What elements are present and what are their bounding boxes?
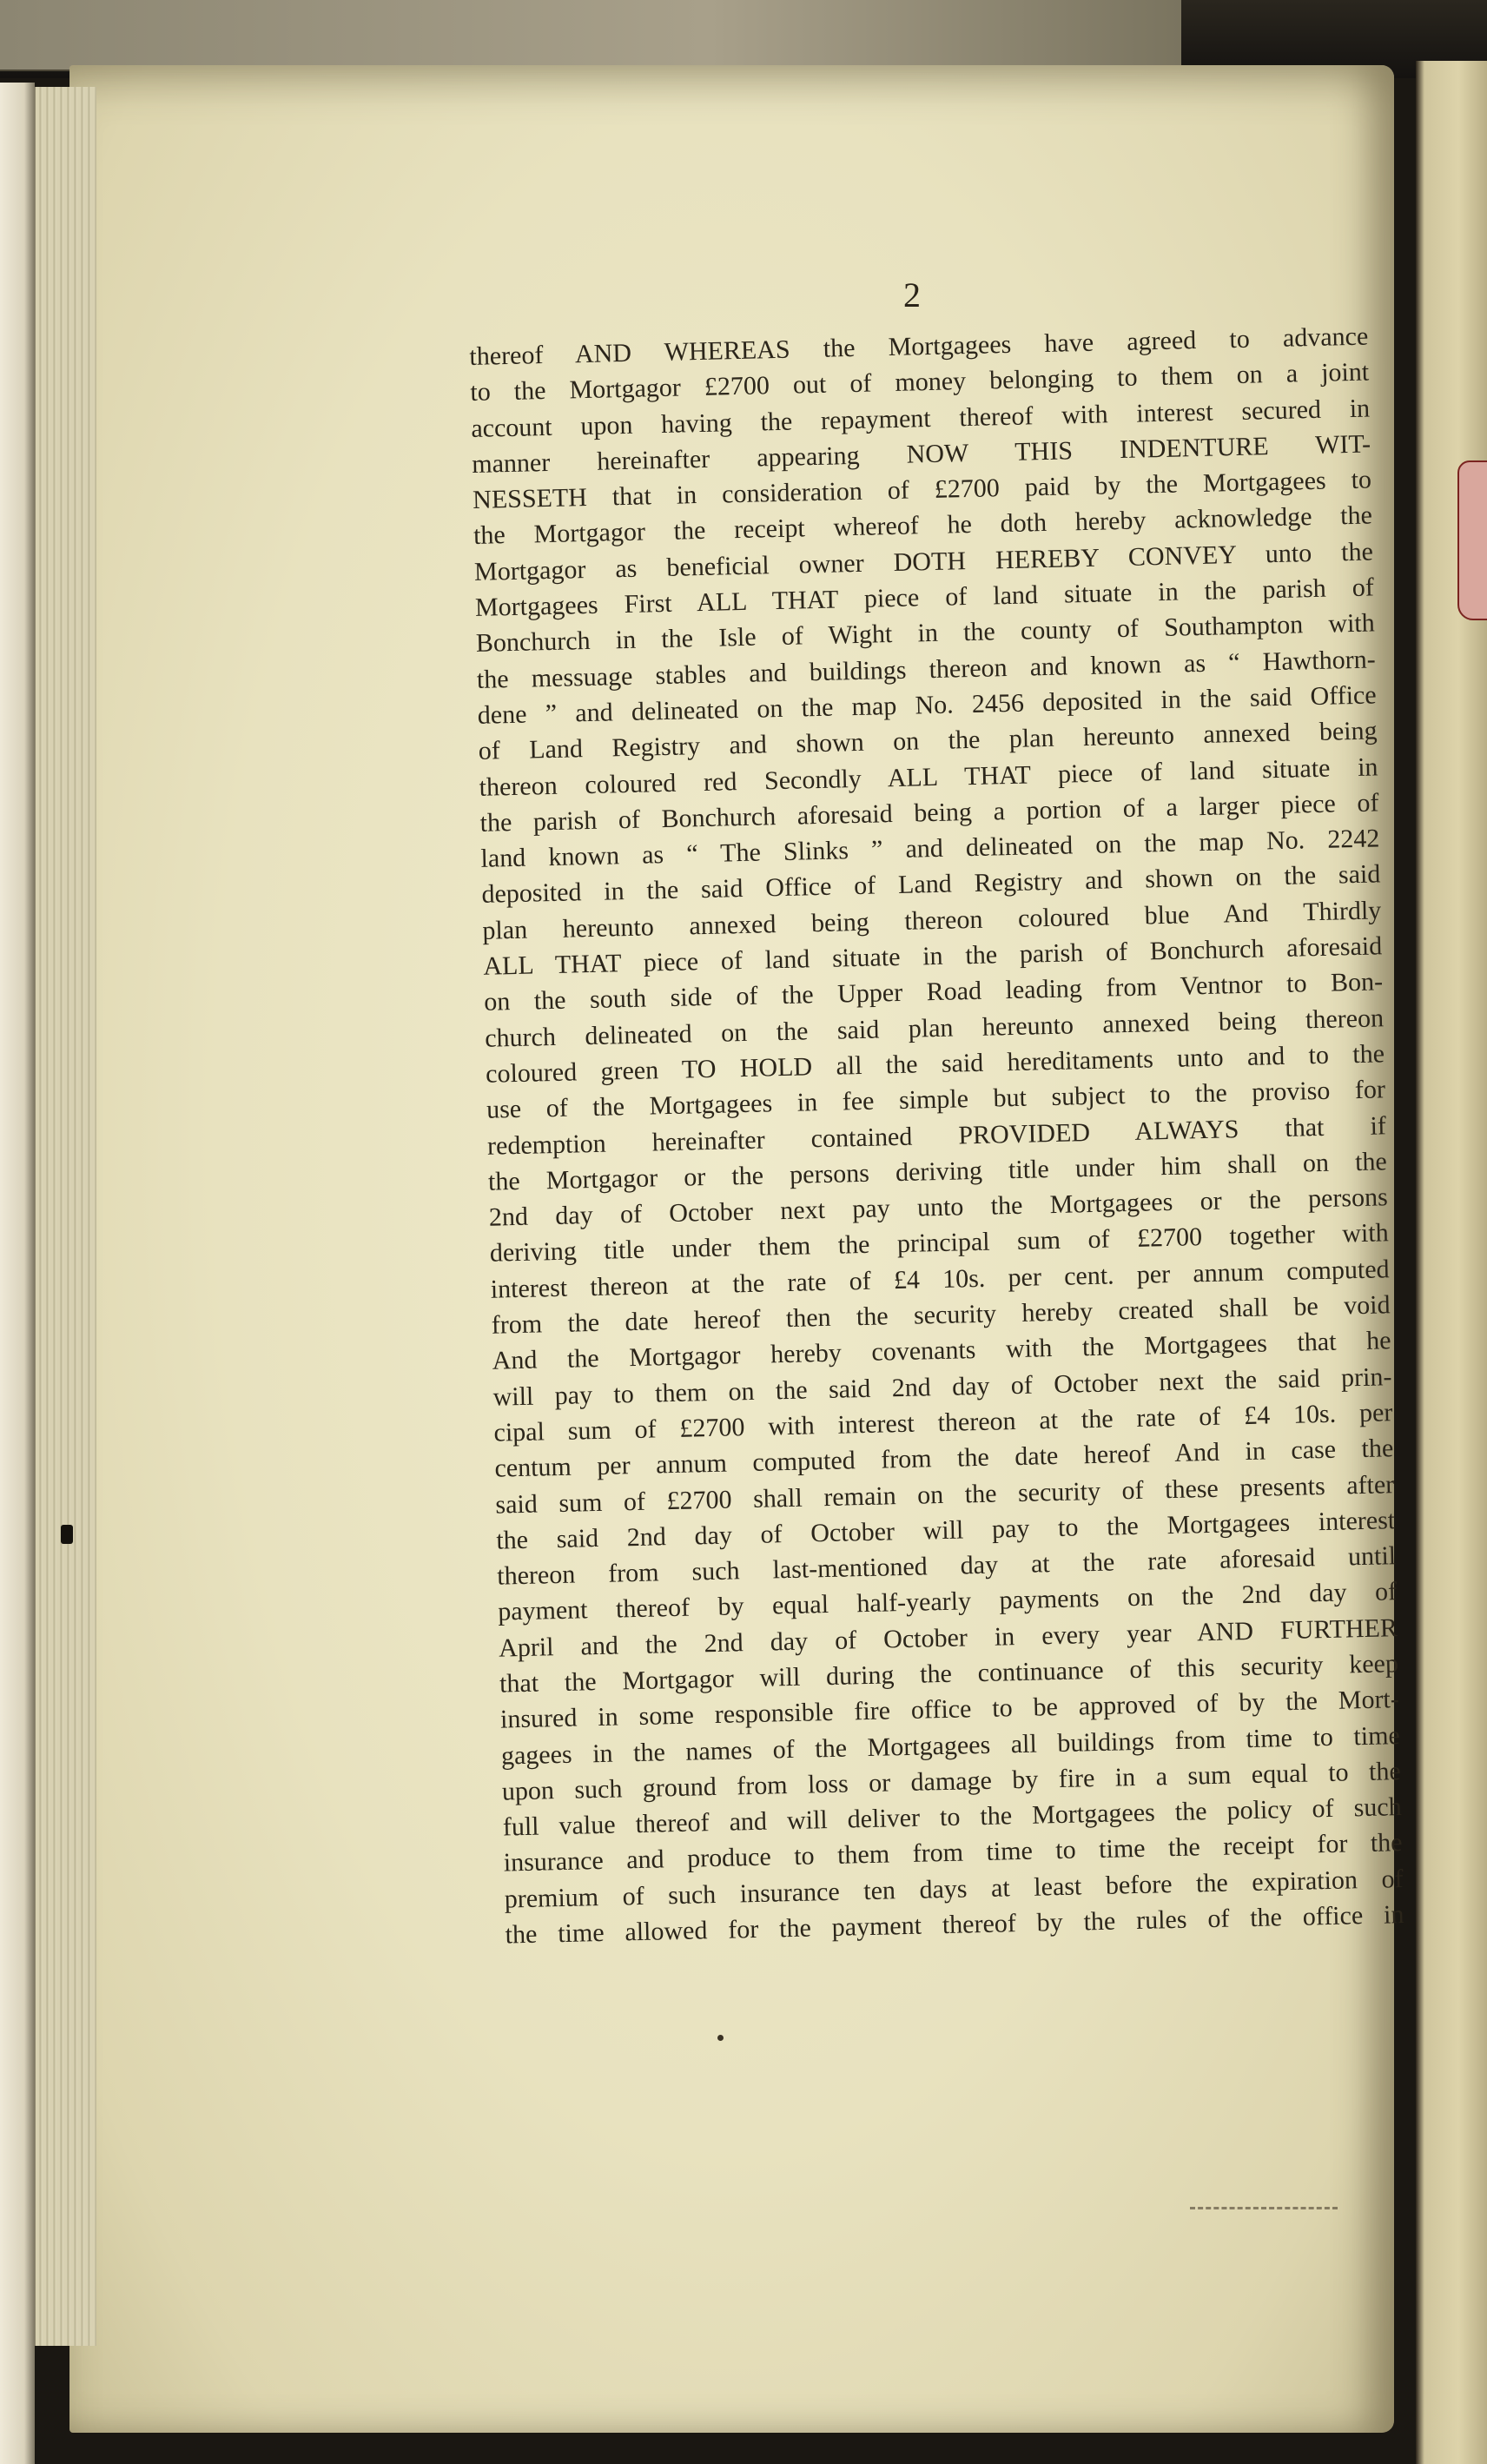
text-line: use of the Mortgagees in fee simple but subject to the proviso for [486,1075,1386,1125]
text-line: plan hereunto annexed being thereon coloured blue And Thirdly [482,896,1382,945]
adjacent-book-edge [1416,61,1487,2464]
text-line: April and the 2nd day of October in every year AND FURTHER [498,1613,1398,1663]
text-line: the said 2nd day of October will pay to the Mortgagees interest [496,1505,1396,1555]
text-line: NESSETH that in consideration of £2700 paid by the Mortgagees to [472,465,1372,515]
text-line: cipal sum of £2700 with interest thereon at the rate of £4 10s. per [493,1398,1393,1447]
red-tab-marker [1457,460,1487,620]
left-page-edge [0,83,35,2464]
text-line: thereon from such last-mentioned day at the rate aforesaid until [496,1541,1397,1591]
text-line: 2nd day of October next pay unto the Mortgagees or the persons [488,1182,1389,1232]
text-line: the Mortgagor or the persons deriving title under him shall on the [487,1147,1388,1196]
underlying-page-edge [0,0,1181,71]
text-line: from the date hereof then the security hereby created shall be void [491,1290,1391,1340]
text-line: dene ” and delineated on the map No. 2456 deposited in the said Office [477,680,1377,730]
text-line: coloured green TO HOLD all the said hereditaments unto and to the [485,1039,1385,1089]
text-line: Mortgagor as beneficial owner DOTH HEREBY CONVEY unto the [473,537,1374,586]
text-line: the time allowed for the payment thereof by the rules of the office in [505,1900,1404,1950]
text-line: insurance and produce to them from time to time the receipt for the [503,1828,1403,1878]
bottom-dash-marks [1190,2207,1338,2213]
text-line: deriving title under them the principal sum of £2700 together with [489,1218,1389,1268]
text-line: ALL THAT piece of land situate in the parish of Bonchurch aforesaid [483,931,1383,981]
text-line: the parish of Bonchurch aforesaid being a portion of a larger piece of [479,788,1379,838]
text-line: deposited in the said Office of Land Registry and shown on the said [481,859,1381,910]
ink-dot [717,2035,724,2041]
text-line: account upon having the repayment thereof with interest secured in [470,394,1371,443]
text-line: the Mortgagor the receipt whereof he doth hereby acknowledge the [473,500,1373,551]
text-line: of Land Registry and shown on the plan hereunto annexed being [478,716,1378,766]
text-line: to the Mortgagor £2700 out of money belonging to them on a joint [470,357,1370,407]
text-line: the messuage stables and buildings thereon and known as “ Hawthorn- [476,645,1377,694]
text-line: premium of such insurance ten days at least before the expiration of [504,1864,1404,1914]
text-line: will pay to them on the said 2nd day of October next the said prin- [492,1361,1392,1412]
text-line: Bonchurch in the Isle of Wight in the county of Southampton with [475,608,1376,659]
text-line: interest thereon at the rate of £4 10s. per cent. per annum computed [490,1254,1390,1304]
text-line: And the Mortgagor hereby covenants with the Mortgagees that he [492,1326,1391,1376]
binding-mark [61,1525,73,1544]
text-line: insured in some responsible fire office to be approved of by the Mort- [499,1685,1400,1734]
text-line: thereon coloured red Secondly ALL THAT piece of land situate in [479,752,1378,802]
text-line: church delineated on the said plan hereunto annexed being thereon [484,1003,1385,1053]
text-line: redemption hereinafter contained PROVIDED ALWAYS that if [486,1110,1387,1161]
page-number: 2 [903,275,921,315]
text-line: on the south side of the Upper Road leading from Ventnor to Bon- [483,967,1384,1017]
text-line: gagees in the names of the Mortgagees all buildings from time to time [500,1720,1401,1771]
text-line: centum per annum computed from the date hereof And in case the [494,1434,1394,1483]
text-line: land known as “ The Slinks ” and delineated on the map No. 2242 [480,824,1380,873]
text-line: thereof AND WHEREAS the Mortgagees have agreed to advance [469,321,1369,371]
text-line: said sum of £2700 shall remain on the security of these presents after [495,1469,1395,1520]
text-line: manner hereinafter appearing NOW THIS INDENTURE WIT- [471,429,1371,479]
text-line: full value thereof and will deliver to the Mortgagees the policy of such [502,1792,1402,1842]
text-line: that the Mortgagor will during the continuance of this security keep [499,1649,1399,1699]
text-line: payment thereof by equal half-yearly payments on the 2nd day of [497,1577,1398,1627]
text-line: upon such ground from loss or damage by fire in a sum equal to the [501,1756,1402,1806]
text-line: Mortgagees First ALL THAT piece of land situate in the parish of [474,573,1375,622]
document-body-text [469,319,1404,1953]
page-stack-edges [35,87,96,2346]
